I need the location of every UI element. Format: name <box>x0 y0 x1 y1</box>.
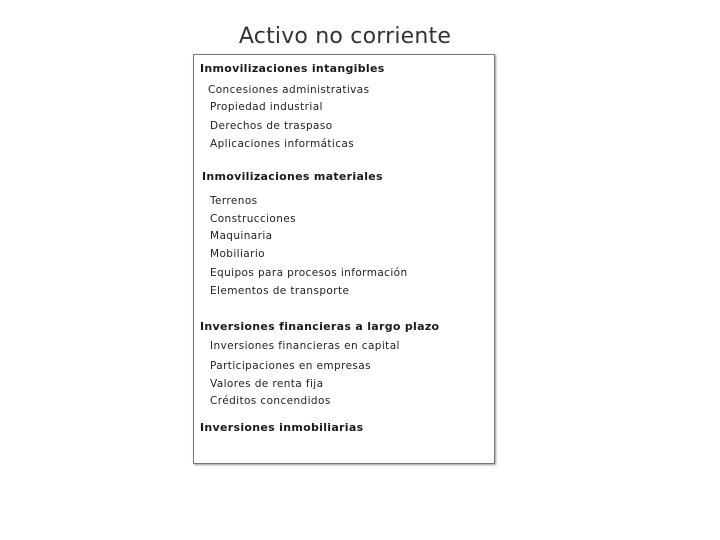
list-item: Terrenos <box>210 195 258 207</box>
section-heading-materiales: Inmovilizaciones materiales <box>202 170 383 183</box>
section-heading-inmobiliarias: Inversiones inmobiliarias <box>200 421 364 434</box>
list-item: Construcciones <box>210 213 297 225</box>
list-item: Valores de renta fija <box>210 378 324 390</box>
list-item: Inversiones financieras en capital <box>210 340 400 352</box>
section-heading-financieras: Inversiones financieras a largo plazo <box>200 320 440 333</box>
list-item: Participaciones en empresas <box>210 360 371 372</box>
list-item: Maquinaria <box>210 230 273 242</box>
list-item: Equipos para procesos información <box>210 267 408 279</box>
list-item: Créditos concendidos <box>210 395 331 407</box>
list-item: Mobiliario <box>210 248 265 260</box>
content-panel <box>193 54 495 464</box>
list-item: Propiedad industrial <box>210 101 323 113</box>
list-item: Elementos de transporte <box>210 285 350 297</box>
section-heading-intangibles: Inmovilizaciones intangibles <box>200 62 385 75</box>
list-item: Concesiones administrativas <box>208 84 370 96</box>
page-title: Activo no corriente <box>238 24 452 49</box>
list-item: Aplicaciones informáticas <box>210 138 355 150</box>
list-item: Derechos de traspaso <box>210 120 333 132</box>
